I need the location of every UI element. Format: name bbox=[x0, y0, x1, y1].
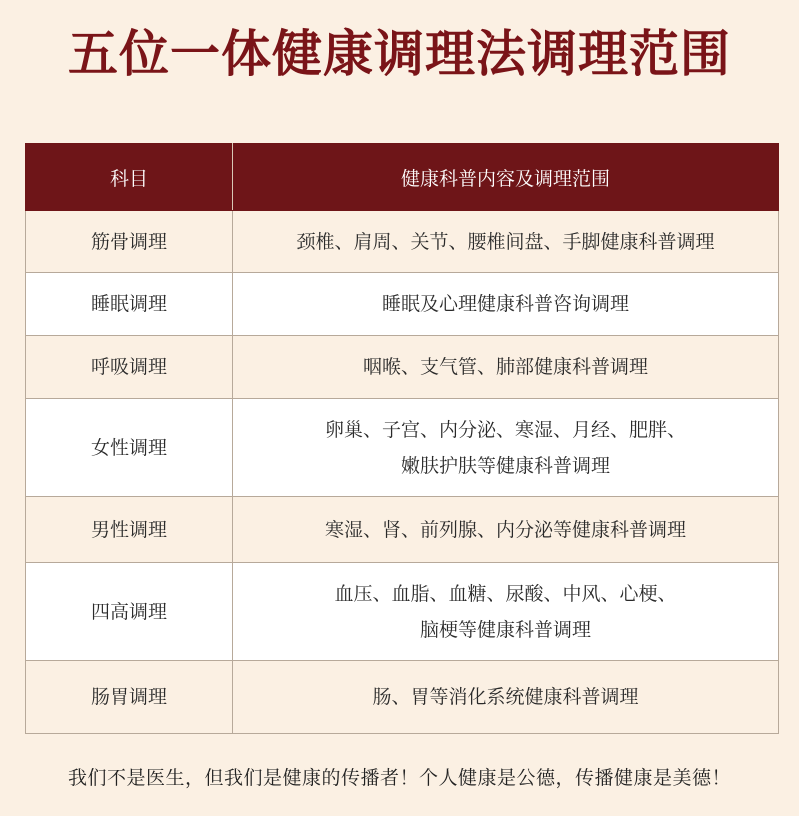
row-content-line: 寒湿、肾、前列腺、内分泌等健康科普调理 bbox=[324, 518, 686, 541]
row-content-line: 咽喉、支气管、肺部健康科普调理 bbox=[362, 356, 648, 378]
row-content-line: 血压、血脂、血糖、尿酸、中风、心梗、 bbox=[334, 582, 677, 605]
table-row bbox=[26, 399, 779, 497]
row-content bbox=[233, 661, 779, 734]
row-content bbox=[233, 497, 779, 563]
row-subject: 肠胃调理 bbox=[26, 661, 233, 734]
row-subject: 男性调理 bbox=[26, 497, 233, 563]
row-content-line: 脑梗等健康科普调理 bbox=[419, 618, 591, 641]
table-row bbox=[26, 497, 779, 563]
table-row bbox=[26, 563, 779, 661]
row-content bbox=[233, 336, 779, 399]
row-subject: 女性调理 bbox=[26, 399, 233, 497]
row-subject: 筋骨调理 bbox=[26, 211, 233, 273]
table-row bbox=[26, 336, 779, 399]
footer-slogan: 我们不是医生，但我们是健康的传播者！个人健康是公德，传播健康是美德！ bbox=[67, 767, 731, 789]
row-content-line: 肠、胃等消化系统健康科普调理 bbox=[372, 686, 639, 708]
row-content bbox=[233, 563, 779, 661]
row-subject: 四高调理 bbox=[26, 563, 233, 661]
row-content-line: 睡眠及心理健康科普咨询调理 bbox=[381, 293, 629, 315]
row-content bbox=[233, 399, 779, 497]
row-subject: 睡眠调理 bbox=[26, 273, 233, 336]
header-content: 健康科普内容及调理范围 bbox=[233, 144, 779, 211]
table-row bbox=[26, 661, 779, 734]
page-title: 五位一体健康调理法调理范围 bbox=[68, 24, 731, 83]
table-header-row bbox=[26, 144, 779, 211]
row-content-line: 嫩肤护肤等健康科普调理 bbox=[400, 454, 610, 477]
row-content-line: 卵巢、子宫、内分泌、寒湿、月经、肥胖、 bbox=[324, 418, 686, 441]
row-content bbox=[233, 211, 779, 273]
row-content-line: 颈椎、肩周、关节、腰椎间盘、手脚健康科普调理 bbox=[296, 230, 715, 253]
row-content bbox=[233, 273, 779, 336]
table-row bbox=[26, 211, 779, 273]
table-row bbox=[26, 273, 779, 336]
treatment-scope-table bbox=[25, 143, 779, 734]
row-subject: 呼吸调理 bbox=[26, 336, 233, 399]
header-subject: 科目 bbox=[26, 144, 233, 211]
